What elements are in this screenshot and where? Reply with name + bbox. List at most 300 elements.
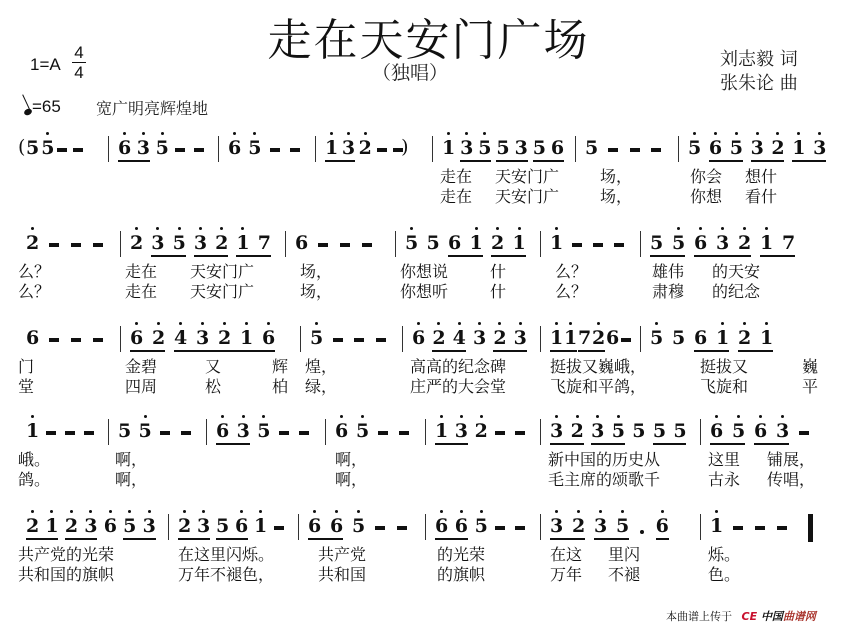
- sustain-dash: [630, 148, 640, 152]
- lyric-verse-1: 新中国的历史从: [548, 450, 661, 469]
- note: 3: [84, 516, 96, 536]
- lyric-verse-1: 在这里闪烁。: [178, 545, 275, 564]
- eighth-underline: [151, 255, 185, 257]
- octave-dot-icon: [555, 510, 558, 513]
- eighth-underline: [216, 538, 248, 540]
- note: 2: [571, 421, 583, 441]
- octave-dot-icon: [340, 415, 343, 418]
- sustain-dash: [65, 431, 75, 435]
- octave-dot-icon: [756, 132, 759, 135]
- octave-dot-icon: [440, 510, 443, 513]
- note: 2: [738, 233, 750, 253]
- sustain-dash: [377, 148, 387, 152]
- note: 6: [606, 327, 620, 349]
- lyric-verse-1: 挺拔又巍峨，: [550, 357, 647, 376]
- note: 6: [656, 516, 668, 536]
- note: 1: [254, 516, 266, 536]
- octave-dot-icon: [417, 322, 420, 325]
- barline: [575, 136, 576, 162]
- barline: [206, 419, 207, 445]
- octave-dot-icon: [721, 227, 724, 230]
- note: 5: [478, 138, 490, 158]
- lyric-verse-2: 什: [490, 282, 507, 301]
- note: 3: [813, 138, 825, 158]
- lyric-verse-1: 烁。: [708, 545, 741, 564]
- octave-dot-icon: [460, 510, 463, 513]
- note: 6: [26, 327, 40, 349]
- octave-dot-icon: [743, 227, 746, 230]
- eighth-underline: [754, 443, 789, 445]
- note: 5: [650, 328, 662, 348]
- eighth-underline: [653, 443, 687, 445]
- eighth-underline: [236, 255, 270, 257]
- sustain-dash: [175, 148, 185, 152]
- note: 1: [760, 233, 772, 253]
- note: 5: [496, 137, 510, 159]
- octave-dot-icon: [496, 227, 499, 230]
- lyric-verse-2: 色。: [708, 565, 741, 584]
- eighth-underline: [308, 538, 343, 540]
- tempo-marking: [24, 97, 61, 117]
- octave-dot-icon: [199, 227, 202, 230]
- sustain-dash: [572, 243, 582, 247]
- note: 5: [532, 137, 546, 159]
- note: 4: [453, 328, 465, 348]
- octave-dot-icon: [596, 415, 599, 418]
- octave-dot-icon: [655, 322, 658, 325]
- barline: [218, 136, 219, 162]
- lyric-verse-2: 天安门广: [190, 282, 255, 301]
- sustain-dash: [354, 338, 364, 342]
- sustain-dash: [614, 243, 624, 247]
- note: 2: [491, 233, 503, 253]
- note: 5: [585, 137, 599, 159]
- octave-dot-icon: [621, 510, 624, 513]
- note: 3: [460, 138, 472, 158]
- eighth-underline: [118, 160, 150, 162]
- barline: [700, 514, 701, 540]
- lyric-verse-2: 啊，: [115, 470, 148, 489]
- note: 6: [262, 328, 274, 348]
- octave-dot-icon: [693, 132, 696, 135]
- octave-dot-icon: [262, 415, 265, 418]
- parenthesis: ): [401, 136, 409, 158]
- note: 2: [26, 516, 38, 536]
- octave-dot-icon: [241, 227, 244, 230]
- eighth-underline: [65, 538, 97, 540]
- sustain-dash: [73, 148, 83, 152]
- augmentation-dot: [640, 530, 644, 534]
- note: 6: [448, 232, 462, 254]
- lyric-verse-2: 传唱，: [767, 470, 816, 489]
- octave-dot-icon: [148, 510, 151, 513]
- barline: [315, 136, 316, 162]
- barline: [285, 231, 286, 257]
- sustain-dash: [340, 243, 350, 247]
- note: 5: [672, 327, 686, 349]
- note: 5: [216, 515, 230, 537]
- sustain-dash: [755, 526, 765, 530]
- note: 5: [26, 137, 40, 159]
- note: 2: [359, 138, 371, 158]
- lyric-verse-1: 金碧: [125, 357, 158, 376]
- lyric-verse-1: 里闪: [608, 545, 641, 564]
- note: 6: [118, 138, 130, 158]
- sustain-dash: [362, 243, 372, 247]
- note: 6: [130, 328, 142, 348]
- eighth-underline: [550, 350, 577, 352]
- note: 2: [475, 421, 487, 441]
- sustain-dash: [290, 148, 300, 152]
- note: 2: [130, 233, 142, 253]
- note: 7: [578, 327, 592, 349]
- octave-dot-icon: [714, 132, 717, 135]
- octave-dot-icon: [617, 415, 620, 418]
- note: 7: [257, 232, 271, 254]
- octave-dot-icon: [465, 132, 468, 135]
- sustain-dash: [93, 243, 103, 247]
- note: 5: [652, 420, 667, 442]
- octave-dot-icon: [519, 322, 522, 325]
- time-signature: [72, 44, 86, 81]
- octave-dot-icon: [661, 510, 664, 513]
- lyric-verse-1: 走在: [125, 262, 158, 281]
- octave-dot-icon: [715, 415, 718, 418]
- lyric-verse-1: 么？: [18, 262, 51, 281]
- note: 2: [218, 328, 230, 348]
- sustain-dash: [733, 526, 743, 530]
- eighth-underline: [178, 538, 210, 540]
- barline: [700, 419, 701, 445]
- barline: [678, 136, 679, 162]
- note: 3: [473, 328, 485, 348]
- eighth-underline: [493, 350, 526, 352]
- note: 5: [356, 421, 368, 441]
- octave-dot-icon: [109, 510, 112, 513]
- octave-dot-icon: [313, 510, 316, 513]
- final-barline: [808, 514, 813, 542]
- eighth-underline: [496, 160, 527, 162]
- sustain-dash: [495, 526, 505, 530]
- note: 2: [215, 233, 227, 253]
- song-subtitle: （独唱）: [372, 62, 449, 84]
- eighth-underline: [550, 538, 585, 540]
- octave-dot-icon: [221, 415, 224, 418]
- note: 2: [65, 516, 77, 536]
- note: 3: [751, 138, 763, 158]
- lyric-verse-1: 的光荣: [437, 545, 486, 564]
- time-signature-bottom: 4: [74, 63, 84, 82]
- lyric-verse-1: 雄伟: [652, 262, 685, 281]
- eighth-underline: [751, 160, 785, 162]
- barline: [298, 514, 299, 540]
- note: 3: [151, 233, 163, 253]
- note: 5: [41, 138, 53, 158]
- expression-marking: 宽广明亮辉煌地: [96, 99, 209, 118]
- note: 3: [550, 516, 562, 536]
- barline: [120, 326, 121, 352]
- octave-dot-icon: [498, 322, 501, 325]
- note: 5: [257, 421, 269, 441]
- octave-dot-icon: [179, 322, 182, 325]
- note: 1: [325, 138, 337, 158]
- note: 4: [174, 328, 186, 348]
- octave-dot-icon: [156, 227, 159, 230]
- note: 6: [104, 516, 116, 536]
- lyric-verse-1: 的天安: [712, 262, 761, 281]
- lyric-verse-1: 这里: [708, 450, 741, 469]
- octave-dot-icon: [440, 415, 443, 418]
- eighth-underline: [130, 350, 165, 352]
- note: 5: [730, 138, 742, 158]
- octave-dot-icon: [183, 510, 186, 513]
- lyric-verse-2: 松: [205, 377, 222, 396]
- logo-name-1: 中国: [760, 610, 783, 623]
- note: 5: [688, 138, 700, 158]
- lyric-verse-2: 你想听: [400, 282, 449, 301]
- octave-dot-icon: [253, 132, 256, 135]
- octave-dot-icon: [759, 415, 762, 418]
- lyric-verse-2: 庄严的大会堂: [410, 377, 507, 396]
- lyric-verse-1: 峨。: [18, 450, 51, 469]
- note: 1: [564, 328, 576, 348]
- note: 3: [137, 138, 149, 158]
- barline: [540, 419, 541, 445]
- barline: [640, 231, 641, 257]
- sustain-dash: [270, 148, 280, 152]
- octave-dot-icon: [776, 132, 779, 135]
- octave-dot-icon: [437, 322, 440, 325]
- sustain-dash: [279, 431, 289, 435]
- lyric-verse-1: 煌，: [305, 357, 338, 376]
- octave-dot-icon: [460, 415, 463, 418]
- octave-dot-icon: [797, 132, 800, 135]
- octave-dot-icon: [144, 415, 147, 418]
- tempo-value: =65: [32, 97, 61, 116]
- sustain-dash: [49, 243, 59, 247]
- note: 3: [197, 516, 209, 536]
- note: 5: [475, 516, 487, 536]
- note: 1: [550, 233, 562, 253]
- lyric-verse-2: 万年: [550, 565, 583, 584]
- note: 1: [710, 516, 722, 536]
- lyric-verse-1: 共产党: [318, 545, 367, 564]
- sustain-dash: [515, 431, 525, 435]
- sustain-dash: [194, 148, 204, 152]
- octave-dot-icon: [555, 322, 558, 325]
- note: 6: [694, 233, 706, 253]
- sustain-dash: [375, 526, 385, 530]
- lyric-verse-2: 共和国的旗帜: [18, 565, 115, 584]
- note: 6: [228, 138, 240, 158]
- lyricist: 刘志毅 词: [720, 49, 798, 70]
- octave-dot-icon: [267, 322, 270, 325]
- note: 3: [514, 328, 526, 348]
- note: 1: [792, 138, 804, 158]
- note: 5: [732, 421, 744, 441]
- sustain-dash: [160, 431, 170, 435]
- note: 2: [771, 138, 783, 158]
- note: 5: [173, 233, 185, 253]
- lyric-verse-2: 堂: [18, 377, 35, 396]
- eighth-underline: [174, 350, 275, 352]
- barline: [395, 231, 396, 257]
- note: 1: [26, 421, 38, 441]
- note: 3: [194, 233, 206, 253]
- sustain-dash: [318, 243, 328, 247]
- lyric-verse-2: 绿，: [305, 377, 338, 396]
- octave-dot-icon: [245, 322, 248, 325]
- sustain-dash: [621, 338, 631, 342]
- logo-c-icon: C: [741, 610, 750, 623]
- upload-watermark: [666, 608, 816, 624]
- note: 5: [156, 138, 168, 158]
- logo-e-icon: E: [749, 610, 758, 623]
- note: 1: [435, 421, 447, 441]
- sustain-dash: [57, 148, 67, 152]
- lyric-verse-1: 天安门广: [190, 262, 255, 281]
- note: 2: [432, 328, 444, 348]
- note: 5: [650, 232, 664, 254]
- sustain-dash: [333, 338, 343, 342]
- sustain-dash: [71, 338, 81, 342]
- eighth-underline: [710, 443, 745, 445]
- sustain-dash: [49, 338, 59, 342]
- barline: [425, 514, 426, 540]
- octave-dot-icon: [743, 322, 746, 325]
- lyric-verse-1: 你想说: [400, 262, 449, 281]
- sustain-dash: [93, 338, 103, 342]
- octave-dot-icon: [233, 132, 236, 135]
- octave-dot-icon: [677, 227, 680, 230]
- barline: [540, 514, 541, 540]
- note: 5: [310, 328, 322, 348]
- eighth-underline: [435, 538, 468, 540]
- octave-dot-icon: [89, 510, 92, 513]
- lyric-verse-2: 古永: [708, 470, 741, 489]
- lyric-verse-2: 场，: [300, 282, 333, 301]
- note: 2: [738, 328, 750, 348]
- lyric-verse-1: 铺展，: [767, 450, 816, 469]
- lyric-verse-1: 什: [490, 262, 507, 281]
- note: 6: [435, 516, 447, 536]
- sustain-dash: [495, 431, 505, 435]
- note: 5: [248, 138, 260, 158]
- sustain-dash: [777, 526, 787, 530]
- lyric-verse-2: 天安门广: [495, 187, 560, 206]
- octave-dot-icon: [128, 510, 131, 513]
- sustain-dash: [274, 526, 284, 530]
- sustain-dash: [399, 431, 409, 435]
- lyric-verse-2: 的纪念: [712, 282, 761, 301]
- note: 3: [716, 233, 728, 253]
- note: 7: [782, 232, 796, 254]
- lyric-verse-2: 啊，: [335, 470, 368, 489]
- note: 1: [760, 328, 772, 348]
- sustain-dash: [593, 243, 603, 247]
- octave-dot-icon: [46, 132, 49, 135]
- lyric-verse-1: 场，: [300, 262, 333, 281]
- note: 3: [455, 421, 467, 441]
- note: 3: [342, 138, 354, 158]
- lyric-verse-2: 四周: [125, 377, 158, 396]
- lyric-verse-2: 不褪: [608, 565, 641, 584]
- eighth-underline: [656, 538, 669, 540]
- octave-dot-icon: [735, 132, 738, 135]
- credits: [720, 48, 798, 96]
- note: 5: [616, 516, 628, 536]
- note: 5: [673, 420, 687, 442]
- lyric-verse-1: 啊，: [335, 450, 368, 469]
- barline: [402, 326, 403, 352]
- eighth-underline: [435, 443, 468, 445]
- note: 2: [572, 516, 584, 536]
- note: 5: [123, 516, 135, 536]
- barline: [300, 326, 301, 352]
- barline: [325, 419, 326, 445]
- octave-dot-icon: [555, 415, 558, 418]
- lyric-verse-2: 场，: [600, 187, 633, 206]
- note: 2: [26, 233, 38, 253]
- key-signature: 1=A: [30, 55, 61, 74]
- eighth-underline: [760, 255, 795, 257]
- note: 3: [514, 137, 528, 159]
- lyric-verse-2: 肃穆: [652, 282, 685, 301]
- sustain-dash: [799, 431, 809, 435]
- eighth-underline: [709, 160, 743, 162]
- note: 3: [550, 421, 562, 441]
- note: 1: [240, 328, 252, 348]
- note: 6: [335, 421, 347, 441]
- lyric-verse-2: 么？: [555, 282, 588, 301]
- note: 1: [442, 138, 454, 158]
- octave-dot-icon: [142, 132, 145, 135]
- barline: [540, 326, 541, 352]
- octave-dot-icon: [475, 227, 478, 230]
- sustain-dash: [46, 431, 56, 435]
- note: 1: [550, 328, 562, 348]
- note: 6: [216, 421, 228, 441]
- note: 5: [118, 420, 132, 442]
- note: 6: [550, 137, 565, 159]
- octave-dot-icon: [569, 322, 572, 325]
- note: 1: [513, 233, 525, 253]
- octave-dot-icon: [223, 322, 226, 325]
- octave-dot-icon: [597, 322, 600, 325]
- lyric-verse-1: 辉: [272, 357, 289, 376]
- lyric-verse-2: 柏: [272, 377, 289, 396]
- barline: [432, 136, 433, 162]
- eighth-underline: [594, 538, 629, 540]
- octave-dot-icon: [478, 322, 481, 325]
- note: 2: [178, 516, 190, 536]
- song-title: 走在天安门广场: [267, 15, 590, 66]
- eighth-underline: [694, 350, 729, 352]
- parenthesis: (: [18, 136, 26, 158]
- sustain-dash: [515, 526, 525, 530]
- lyric-verse-2: 的旗帜: [437, 565, 486, 584]
- eighth-underline: [491, 255, 526, 257]
- barline: [120, 231, 121, 257]
- sustain-dash: [181, 431, 191, 435]
- note: 2: [152, 328, 164, 348]
- octave-dot-icon: [161, 132, 164, 135]
- octave-dot-icon: [483, 132, 486, 135]
- note: 1: [45, 516, 57, 536]
- octave-dot-icon: [576, 415, 579, 418]
- lyric-verse-2: 共和国: [318, 565, 367, 584]
- composer: 张朱论 曲: [720, 73, 798, 94]
